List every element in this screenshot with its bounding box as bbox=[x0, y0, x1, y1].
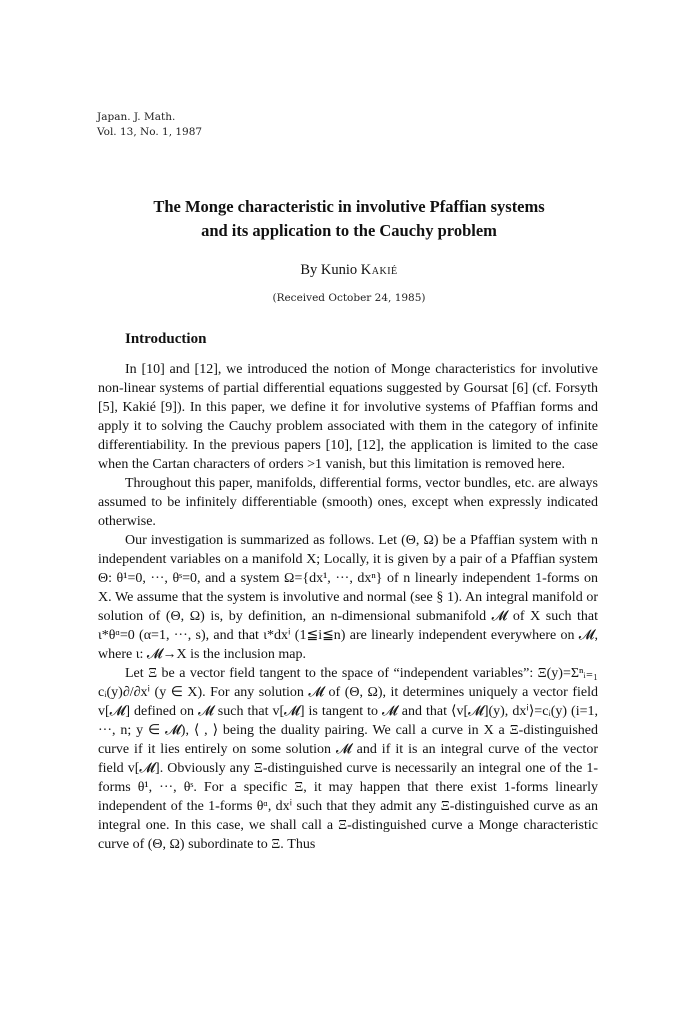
journal-volume: Vol. 13, No. 1, 1987 bbox=[97, 126, 203, 138]
author-line bbox=[0, 262, 698, 279]
journal-reference bbox=[97, 110, 202, 140]
author-prefix: By Kunio bbox=[300, 262, 358, 278]
body-text bbox=[98, 360, 598, 854]
paragraph-1: In [10] and [12], we introduced the notion of Monge characteristics for involutive non-linear systems of partial differential equations suggested by Goursat [6] (cf. Forsyth [5], Kakié [9]). In this paper, we define it for involutive systems of Pfaffian forms and apply it to solving the Cauchy problem associated with them in the category of infinite differentiability. In the previous papers [10], [12], the application is limited to the case when the Cartan characters of orders >1 vanish, but this limitation is removed here. bbox=[98, 362, 598, 472]
paper-title bbox=[60, 195, 638, 243]
section-heading: Introduction bbox=[125, 331, 207, 347]
paragraph-4: Let Ξ be a vector field tangent to the space of “independent variables”: Ξ(y)=Σⁿᵢ₌₁ cᵢ(y)∂/∂xⁱ (y ∈ X). For any solution 𝓜 of (Θ, Ω), it determines uniquely a vector field v[𝓜] defined on 𝓜 such that v[𝓜] is tangent to 𝓜 and that ⟨v[𝓜](y), dxⁱ⟩=cᵢ(y) (i=1, ···, n; y ∈ 𝓜), ⟨ , ⟩ being the duality pairing. We call a curve in X a Ξ-distinguished curve if it lies entirely on some solution 𝓜 and if it is an integral curve of the vector field v[𝓜]. Obviously any Ξ-distinguished curve is necessarily an integral one of the 1-forms θ¹, ···, θˢ. For a specific Ξ, it may happen that there exist 1-forms linearly independent of the 1-forms θᵅ, dxⁱ such that they admit any Ξ-distinguished curve as an integral one. In this case, we shall call a Ξ-distinguished curve a Monge characteristic curve of (Θ, Ω) subordinate to Ξ. Thus bbox=[98, 666, 598, 852]
paragraph-3: Our investigation is summarized as follows. Let (Θ, Ω) be a Pfaffian system with n independent variables on a manifold X; Locally, it is given by a pair of a Pfaffian system Θ: θ¹=0, ···, θˢ=0, and a system Ω={dx¹, ···, dxⁿ} of n linearly independent 1-forms on X. We assume that the system is involutive and normal (see § 1). An integral manifold or solution of (Θ, Ω) is, by definition, an n-dimensional submanifold 𝓜 of X such that ι*θᵅ=0 (α=1, ···, s), and that ι*dxⁱ (1≦i≦n) are linearly independent everywhere on 𝓜, where ι: 𝓜→X is the inclusion map. bbox=[98, 533, 598, 662]
title-line-2: and its application to the Cauchy problem bbox=[201, 221, 497, 240]
author-surname: Kakié bbox=[360, 262, 398, 278]
received-date: (Received October 24, 1985) bbox=[272, 292, 426, 304]
paragraph-2: Throughout this paper, manifolds, differential forms, vector bundles, etc. are always assumed to be infinitely differentiable (smooth) ones, except when expressly indicated otherwise. bbox=[98, 476, 598, 529]
title-line-1: The Monge characteristic in involutive Pfaffian systems bbox=[153, 197, 545, 216]
journal-name: Japan. J. Math. bbox=[97, 111, 176, 123]
